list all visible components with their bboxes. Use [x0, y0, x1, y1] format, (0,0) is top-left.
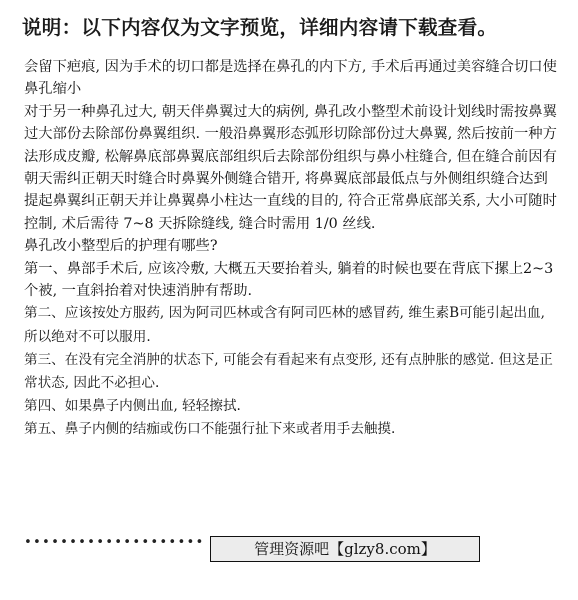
- paragraph-care-step-3: 第三、在没有完全消肿的状态下, 可能会有看起来有点变形, 还有点肿胀的感觉. 但这是正常状态, 因此不必担心.: [24, 351, 553, 392]
- paragraph-scar: 会留下疤痕, 因为手术的切口都是选择在鼻孔的内下方, 手术后再通过美容缝合切口使鼻孔缩小: [24, 59, 557, 98]
- preview-notice-title: 说明：以下内容仅为文字预览，详细内容请下载查看。: [22, 16, 498, 39]
- paragraph-care-step-4: 第四、如果鼻子内侧出血, 轻轻擦拭.: [24, 398, 241, 415]
- paragraph-care-step-1: 第一、鼻部手术后, 应该冷敷, 大概五天要抬着头, 躺着的时候也要在背底下摞上2~3个被, 一直斜抬着对快速消肿有帮助.: [24, 260, 554, 300]
- paragraph-care-step-5: 第五、鼻子内侧的结痂或伤口不能强行扯下来或者用手去触摸.: [24, 421, 396, 438]
- paragraph-care-step-2: 第二、应该按处方服药, 因为阿司匹林或含有阿司匹林的感冒药, 维生素B可能引起出血, 所以绝对不可以服用.: [24, 305, 545, 345]
- article-body: [24, 56, 558, 442]
- ellipsis-dots: ••••••••••••••••••••: [24, 535, 205, 550]
- paragraph-care-question: 鼻孔改小整型后的护理有哪些?: [24, 238, 218, 255]
- paragraph-procedure: 对于另一种鼻孔过大, 朝天伴鼻翼过大的病例, 鼻孔改小整型术前设计划线时需按鼻翼过大部份去除部份鼻翼组织. 一般沿鼻翼形态弧形切除部份过大鼻翼, 然后按前一种方法形成皮瓣, 松解鼻底部鼻翼底部组织后去除部份组织与鼻小柱缝合, 但在缝合前因有朝天需纠正朝天时缝合时鼻翼外侧缝合错开, 将鼻翼底部最低点与外侧组织缝合达到提起鼻翼纠正朝天并让鼻翼鼻小柱达一直线的目的, 符合正常鼻底部关系, 大小可随时控制, 术后需待 7~8 天拆除缝线, 缝合时需用 1/0 丝线.: [24, 103, 557, 232]
- site-link-button[interactable]: 管理资源吧【glzy8.com】: [210, 536, 480, 562]
